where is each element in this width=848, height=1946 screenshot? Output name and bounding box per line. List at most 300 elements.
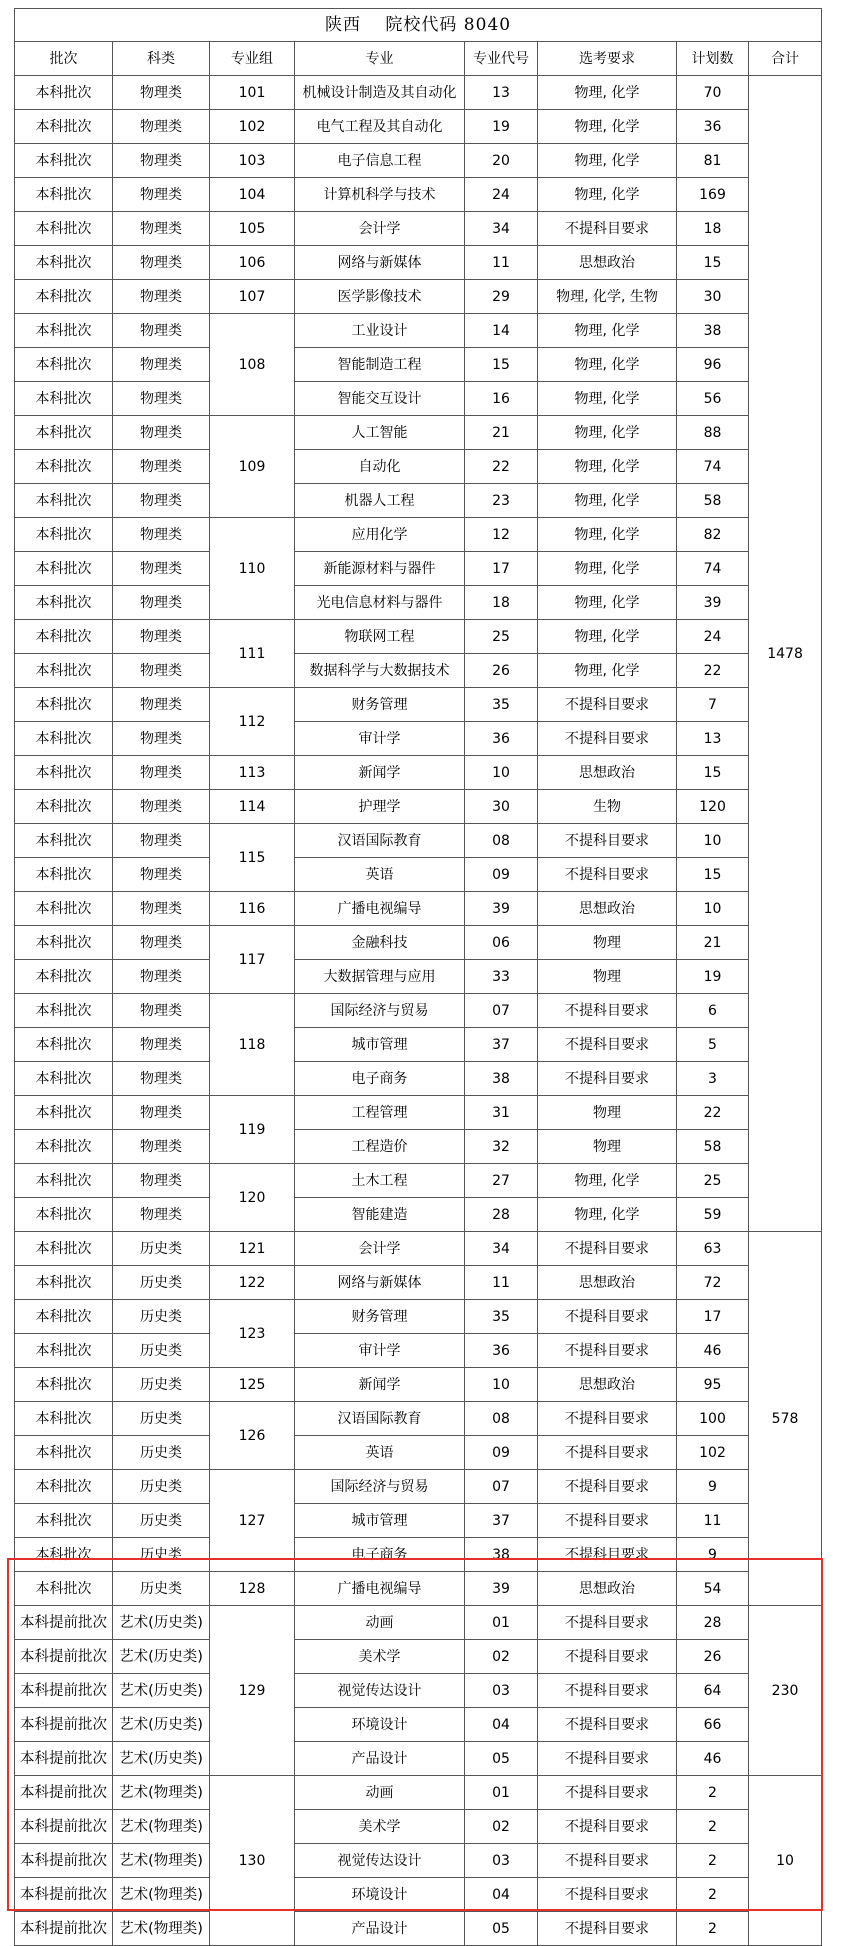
header-total: 合计	[749, 42, 822, 76]
requirement-cell: 物理, 化学	[538, 144, 677, 178]
requirement-cell: 不提科目要求	[538, 1878, 677, 1912]
major-code-cell: 19	[465, 110, 538, 144]
requirement-cell: 思想政治	[538, 1368, 677, 1402]
requirement-cell: 不提科目要求	[538, 1640, 677, 1674]
batch-cell: 本科批次	[15, 212, 113, 246]
plan-count-cell: 2	[677, 1878, 749, 1912]
requirement-cell: 物理, 化学	[538, 450, 677, 484]
batch-cell: 本科批次	[15, 1198, 113, 1232]
category-cell: 物理类	[113, 756, 210, 790]
plan-count-cell: 81	[677, 144, 749, 178]
category-cell: 物理类	[113, 1028, 210, 1062]
group-code-cell: 127	[210, 1470, 295, 1572]
batch-cell: 本科批次	[15, 926, 113, 960]
major-cell: 电子信息工程	[295, 144, 465, 178]
batch-cell: 本科批次	[15, 1096, 113, 1130]
category-cell: 艺术(物理类)	[113, 1878, 210, 1912]
plan-count-cell: 46	[677, 1742, 749, 1776]
plan-count-cell: 82	[677, 518, 749, 552]
batch-cell: 本科批次	[15, 314, 113, 348]
table-row	[15, 1232, 822, 1266]
table-row	[15, 1878, 822, 1912]
group-code-cell: 108	[210, 314, 295, 416]
batch-cell: 本科批次	[15, 994, 113, 1028]
requirement-cell: 不提科目要求	[538, 1232, 677, 1266]
major-cell: 金融科技	[295, 926, 465, 960]
batch-cell: 本科批次	[15, 824, 113, 858]
batch-cell: 本科批次	[15, 1062, 113, 1096]
plan-count-cell: 58	[677, 1130, 749, 1164]
major-code-cell: 39	[465, 1572, 538, 1606]
table-row	[15, 212, 822, 246]
table-row	[15, 688, 822, 722]
table-row	[15, 518, 822, 552]
plan-count-cell: 169	[677, 178, 749, 212]
major-code-cell: 18	[465, 586, 538, 620]
table-row	[15, 1164, 822, 1198]
table-row	[15, 586, 822, 620]
major-code-cell: 17	[465, 552, 538, 586]
major-cell: 计算机科学与技术	[295, 178, 465, 212]
plan-count-cell: 96	[677, 348, 749, 382]
plan-count-cell: 11	[677, 1504, 749, 1538]
group-code-cell: 118	[210, 994, 295, 1096]
requirement-cell: 不提科目要求	[538, 1844, 677, 1878]
major-code-cell: 11	[465, 1266, 538, 1300]
requirement-cell: 不提科目要求	[538, 688, 677, 722]
category-cell: 物理类	[113, 926, 210, 960]
batch-cell: 本科批次	[15, 1300, 113, 1334]
table-row	[15, 1674, 822, 1708]
plan-count-cell: 19	[677, 960, 749, 994]
major-code-cell: 07	[465, 994, 538, 1028]
major-cell: 工业设计	[295, 314, 465, 348]
category-cell: 物理类	[113, 314, 210, 348]
category-cell: 物理类	[113, 1096, 210, 1130]
major-cell: 审计学	[295, 1334, 465, 1368]
table-row	[15, 824, 822, 858]
plan-count-cell: 15	[677, 858, 749, 892]
major-cell: 国际经济与贸易	[295, 994, 465, 1028]
requirement-cell: 不提科目要求	[538, 1062, 677, 1096]
category-cell: 物理类	[113, 484, 210, 518]
major-cell: 网络与新媒体	[295, 1266, 465, 1300]
header-plan-count: 计划数	[677, 42, 749, 76]
major-cell: 财务管理	[295, 688, 465, 722]
table-row	[15, 314, 822, 348]
plan-count-cell: 15	[677, 756, 749, 790]
table-row	[15, 1062, 822, 1096]
requirement-cell: 物理, 化学	[538, 178, 677, 212]
batch-cell: 本科批次	[15, 1436, 113, 1470]
major-cell: 环境设计	[295, 1708, 465, 1742]
admission-plan-sheet	[14, 8, 821, 1946]
major-cell: 美术学	[295, 1810, 465, 1844]
category-cell: 物理类	[113, 688, 210, 722]
plan-count-cell: 25	[677, 1164, 749, 1198]
plan-count-cell: 72	[677, 1266, 749, 1300]
group-code-cell: 105	[210, 212, 295, 246]
major-cell: 电气工程及其自动化	[295, 110, 465, 144]
batch-cell: 本科批次	[15, 722, 113, 756]
major-code-cell: 38	[465, 1062, 538, 1096]
requirement-cell: 物理	[538, 1130, 677, 1164]
category-cell: 物理类	[113, 1198, 210, 1232]
requirement-cell: 不提科目要求	[538, 1470, 677, 1504]
table-row	[15, 1198, 822, 1232]
plan-count-cell: 74	[677, 450, 749, 484]
requirement-cell: 不提科目要求	[538, 722, 677, 756]
batch-cell: 本科提前批次	[15, 1844, 113, 1878]
major-cell: 广播电视编导	[295, 892, 465, 926]
major-code-cell: 34	[465, 212, 538, 246]
plan-count-cell: 28	[677, 1606, 749, 1640]
batch-cell: 本科批次	[15, 280, 113, 314]
table-row	[15, 620, 822, 654]
major-code-cell: 23	[465, 484, 538, 518]
category-cell: 艺术(历史类)	[113, 1640, 210, 1674]
batch-cell: 本科提前批次	[15, 1742, 113, 1776]
category-cell: 艺术(物理类)	[113, 1844, 210, 1878]
table-row	[15, 382, 822, 416]
major-cell: 物联网工程	[295, 620, 465, 654]
table-row	[15, 1538, 822, 1572]
group-code-cell: 102	[210, 110, 295, 144]
major-cell: 城市管理	[295, 1028, 465, 1062]
category-cell: 物理类	[113, 382, 210, 416]
batch-cell: 本科批次	[15, 110, 113, 144]
major-code-cell: 21	[465, 416, 538, 450]
plan-count-cell: 74	[677, 552, 749, 586]
batch-cell: 本科批次	[15, 960, 113, 994]
plan-count-cell: 13	[677, 722, 749, 756]
major-code-cell: 16	[465, 382, 538, 416]
batch-cell: 本科批次	[15, 348, 113, 382]
major-code-cell: 39	[465, 892, 538, 926]
batch-cell: 本科批次	[15, 1130, 113, 1164]
batch-cell: 本科批次	[15, 1164, 113, 1198]
batch-cell: 本科批次	[15, 586, 113, 620]
major-cell: 工程管理	[295, 1096, 465, 1130]
group-code-cell: 112	[210, 688, 295, 756]
major-cell: 自动化	[295, 450, 465, 484]
table-row	[15, 1572, 822, 1606]
plan-count-cell: 120	[677, 790, 749, 824]
group-code-cell: 111	[210, 620, 295, 688]
requirement-cell: 物理, 化学	[538, 552, 677, 586]
table-row	[15, 1028, 822, 1062]
requirement-cell: 物理, 化学	[538, 620, 677, 654]
plan-count-cell: 22	[677, 1096, 749, 1130]
major-cell: 医学影像技术	[295, 280, 465, 314]
category-cell: 艺术(历史类)	[113, 1674, 210, 1708]
requirement-cell: 不提科目要求	[538, 1402, 677, 1436]
category-cell: 物理类	[113, 110, 210, 144]
major-cell: 智能制造工程	[295, 348, 465, 382]
major-cell: 动画	[295, 1606, 465, 1640]
major-cell: 数据科学与大数据技术	[295, 654, 465, 688]
batch-cell: 本科批次	[15, 76, 113, 110]
plan-count-cell: 10	[677, 824, 749, 858]
group-code-cell: 101	[210, 76, 295, 110]
batch-cell: 本科批次	[15, 178, 113, 212]
header-group: 专业组	[210, 42, 295, 76]
table-row	[15, 994, 822, 1028]
batch-cell: 本科批次	[15, 756, 113, 790]
requirement-cell: 不提科目要求	[538, 1028, 677, 1062]
major-code-cell: 07	[465, 1470, 538, 1504]
header-row	[15, 42, 822, 76]
group-code-cell: 109	[210, 416, 295, 518]
major-code-cell: 01	[465, 1776, 538, 1810]
major-code-cell: 09	[465, 1436, 538, 1470]
header-major-code: 专业代号	[465, 42, 538, 76]
major-code-cell: 37	[465, 1504, 538, 1538]
category-cell: 物理类	[113, 1164, 210, 1198]
category-cell: 历史类	[113, 1572, 210, 1606]
category-cell: 物理类	[113, 450, 210, 484]
batch-cell: 本科批次	[15, 518, 113, 552]
category-cell: 物理类	[113, 620, 210, 654]
plan-count-cell: 2	[677, 1810, 749, 1844]
batch-cell: 本科批次	[15, 484, 113, 518]
batch-cell: 本科批次	[15, 790, 113, 824]
major-cell: 英语	[295, 858, 465, 892]
category-cell: 历史类	[113, 1402, 210, 1436]
table-row	[15, 926, 822, 960]
plan-count-cell: 66	[677, 1708, 749, 1742]
major-code-cell: 36	[465, 722, 538, 756]
requirement-cell: 物理	[538, 960, 677, 994]
table-row	[15, 1334, 822, 1368]
major-cell: 新闻学	[295, 756, 465, 790]
category-cell: 物理类	[113, 790, 210, 824]
table-row	[15, 416, 822, 450]
requirement-cell: 物理, 化学	[538, 110, 677, 144]
major-code-cell: 26	[465, 654, 538, 688]
group-code-cell: 114	[210, 790, 295, 824]
major-cell: 动画	[295, 1776, 465, 1810]
major-code-cell: 32	[465, 1130, 538, 1164]
requirement-cell: 不提科目要求	[538, 1504, 677, 1538]
plan-count-cell: 59	[677, 1198, 749, 1232]
batch-cell: 本科批次	[15, 450, 113, 484]
batch-cell: 本科提前批次	[15, 1912, 113, 1946]
header-batch: 批次	[15, 42, 113, 76]
batch-cell: 本科提前批次	[15, 1674, 113, 1708]
table-row	[15, 1096, 822, 1130]
batch-cell: 本科批次	[15, 1538, 113, 1572]
table-row	[15, 960, 822, 994]
table-row	[15, 1810, 822, 1844]
category-cell: 艺术(历史类)	[113, 1708, 210, 1742]
group-code-cell: 115	[210, 824, 295, 892]
section-total-cell: 230	[749, 1606, 822, 1776]
table-title: 陕西 院校代码 8040	[15, 9, 822, 42]
table-row	[15, 790, 822, 824]
major-code-cell: 12	[465, 518, 538, 552]
major-cell: 护理学	[295, 790, 465, 824]
major-code-cell: 04	[465, 1708, 538, 1742]
table-row	[15, 1436, 822, 1470]
requirement-cell: 不提科目要求	[538, 1334, 677, 1368]
plan-count-cell: 56	[677, 382, 749, 416]
category-cell: 艺术(历史类)	[113, 1606, 210, 1640]
major-code-cell: 05	[465, 1912, 538, 1946]
requirement-cell: 不提科目要求	[538, 994, 677, 1028]
batch-cell: 本科提前批次	[15, 1708, 113, 1742]
major-cell: 广播电视编导	[295, 1572, 465, 1606]
plan-count-cell: 9	[677, 1470, 749, 1504]
category-cell: 物理类	[113, 212, 210, 246]
requirement-cell: 生物	[538, 790, 677, 824]
category-cell: 物理类	[113, 586, 210, 620]
category-cell: 历史类	[113, 1538, 210, 1572]
batch-cell: 本科批次	[15, 144, 113, 178]
category-cell: 物理类	[113, 518, 210, 552]
table-row	[15, 892, 822, 926]
plan-count-cell: 15	[677, 246, 749, 280]
table-row	[15, 1504, 822, 1538]
group-code-cell: 104	[210, 178, 295, 212]
batch-cell: 本科批次	[15, 1266, 113, 1300]
major-code-cell: 22	[465, 450, 538, 484]
category-cell: 物理类	[113, 960, 210, 994]
requirement-cell: 物理, 化学	[538, 484, 677, 518]
major-cell: 汉语国际教育	[295, 1402, 465, 1436]
batch-cell: 本科提前批次	[15, 1878, 113, 1912]
requirement-cell: 不提科目要求	[538, 1606, 677, 1640]
category-cell: 物理类	[113, 824, 210, 858]
major-code-cell: 35	[465, 1300, 538, 1334]
category-cell: 历史类	[113, 1266, 210, 1300]
group-code-cell: 110	[210, 518, 295, 620]
table-row	[15, 552, 822, 586]
major-code-cell: 31	[465, 1096, 538, 1130]
table-row	[15, 178, 822, 212]
requirement-cell: 物理, 化学	[538, 76, 677, 110]
category-cell: 艺术(物理类)	[113, 1776, 210, 1810]
major-cell: 人工智能	[295, 416, 465, 450]
major-code-cell: 09	[465, 858, 538, 892]
table-row	[15, 1708, 822, 1742]
major-code-cell: 13	[465, 76, 538, 110]
requirement-cell: 物理, 化学	[538, 314, 677, 348]
major-code-cell: 14	[465, 314, 538, 348]
major-cell: 新能源材料与器件	[295, 552, 465, 586]
group-code-cell: 123	[210, 1300, 295, 1368]
table-row	[15, 1300, 822, 1334]
major-code-cell: 02	[465, 1810, 538, 1844]
group-code-cell: 103	[210, 144, 295, 178]
plan-count-cell: 3	[677, 1062, 749, 1096]
major-code-cell: 11	[465, 246, 538, 280]
category-cell: 物理类	[113, 246, 210, 280]
category-cell: 历史类	[113, 1436, 210, 1470]
plan-count-cell: 5	[677, 1028, 749, 1062]
category-cell: 历史类	[113, 1300, 210, 1334]
plan-count-cell: 70	[677, 76, 749, 110]
major-code-cell: 01	[465, 1606, 538, 1640]
header-subject-requirement: 选考要求	[538, 42, 677, 76]
batch-cell: 本科批次	[15, 1470, 113, 1504]
major-cell: 财务管理	[295, 1300, 465, 1334]
section-total-cell: 1478	[749, 76, 822, 1232]
requirement-cell: 物理, 化学	[538, 586, 677, 620]
major-code-cell: 03	[465, 1674, 538, 1708]
table-row	[15, 144, 822, 178]
major-cell: 国际经济与贸易	[295, 1470, 465, 1504]
plan-count-cell: 63	[677, 1232, 749, 1266]
category-cell: 物理类	[113, 1130, 210, 1164]
requirement-cell: 不提科目要求	[538, 824, 677, 858]
batch-cell: 本科批次	[15, 688, 113, 722]
batch-cell: 本科批次	[15, 1334, 113, 1368]
table-row	[15, 1776, 822, 1810]
major-code-cell: 35	[465, 688, 538, 722]
major-code-cell: 15	[465, 348, 538, 382]
table-row	[15, 1130, 822, 1164]
requirement-cell: 不提科目要求	[538, 1538, 677, 1572]
requirement-cell: 物理	[538, 926, 677, 960]
plan-count-cell: 95	[677, 1368, 749, 1402]
major-cell: 智能交互设计	[295, 382, 465, 416]
requirement-cell: 不提科目要求	[538, 212, 677, 246]
category-cell: 历史类	[113, 1368, 210, 1402]
table-row	[15, 348, 822, 382]
group-code-cell: 121	[210, 1232, 295, 1266]
major-cell: 大数据管理与应用	[295, 960, 465, 994]
requirement-cell: 物理	[538, 1096, 677, 1130]
batch-cell: 本科提前批次	[15, 1776, 113, 1810]
major-code-cell: 06	[465, 926, 538, 960]
major-code-cell: 29	[465, 280, 538, 314]
category-cell: 历史类	[113, 1232, 210, 1266]
section-total-cell: 578	[749, 1232, 822, 1606]
major-cell: 英语	[295, 1436, 465, 1470]
category-cell: 物理类	[113, 994, 210, 1028]
table-row	[15, 1470, 822, 1504]
table-row	[15, 1640, 822, 1674]
category-cell: 物理类	[113, 654, 210, 688]
plan-count-cell: 21	[677, 926, 749, 960]
major-cell: 土木工程	[295, 1164, 465, 1198]
category-cell: 物理类	[113, 416, 210, 450]
plan-count-cell: 39	[677, 586, 749, 620]
major-code-cell: 24	[465, 178, 538, 212]
table-row	[15, 858, 822, 892]
header-category: 科类	[113, 42, 210, 76]
major-code-cell: 30	[465, 790, 538, 824]
major-cell: 美术学	[295, 1640, 465, 1674]
major-cell: 城市管理	[295, 1504, 465, 1538]
table-row	[15, 110, 822, 144]
plan-count-cell: 100	[677, 1402, 749, 1436]
plan-count-cell: 2	[677, 1844, 749, 1878]
table-row	[15, 1742, 822, 1776]
major-cell: 会计学	[295, 1232, 465, 1266]
requirement-cell: 不提科目要求	[538, 1742, 677, 1776]
plan-count-cell: 2	[677, 1912, 749, 1946]
requirement-cell: 思想政治	[538, 246, 677, 280]
plan-count-cell: 18	[677, 212, 749, 246]
plan-count-cell: 58	[677, 484, 749, 518]
plan-count-cell: 54	[677, 1572, 749, 1606]
plan-count-cell: 38	[677, 314, 749, 348]
group-code-cell: 113	[210, 756, 295, 790]
group-code-cell: 116	[210, 892, 295, 926]
group-code-cell: 119	[210, 1096, 295, 1164]
